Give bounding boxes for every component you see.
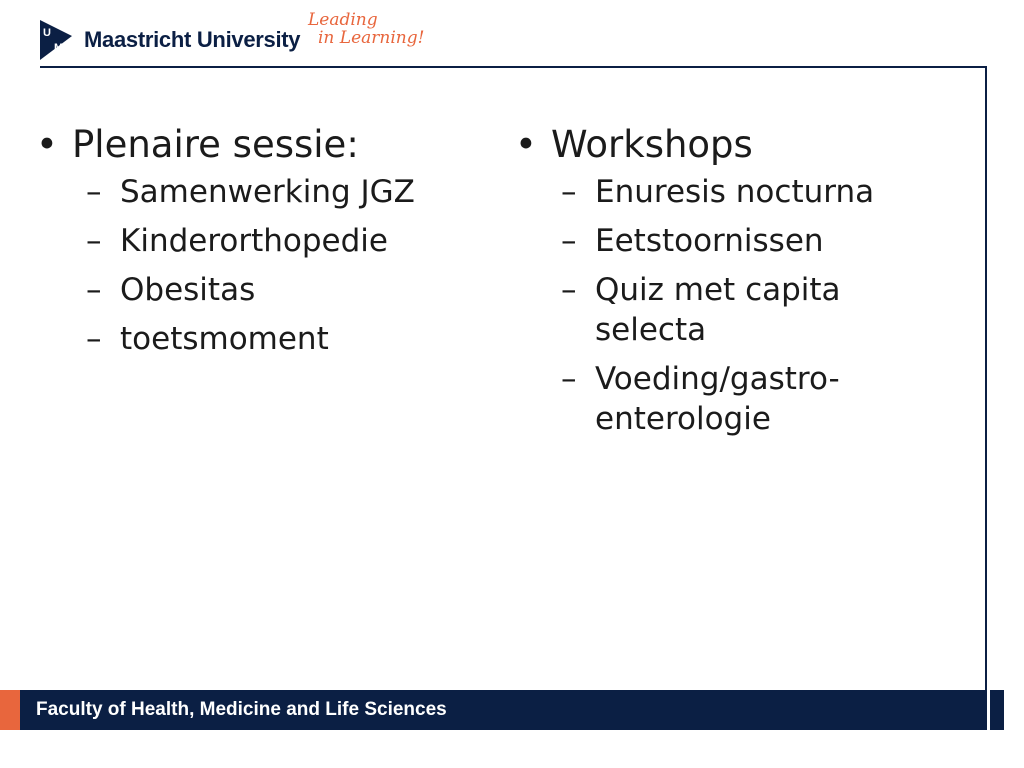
right-column xyxy=(515,122,935,448)
bullet-dot: • xyxy=(515,123,537,166)
left-column xyxy=(36,122,476,368)
bullet-plenary xyxy=(36,122,476,168)
bullet-dot: • xyxy=(36,123,58,166)
list-item: – Kinderorthopedie xyxy=(86,223,388,259)
list-item: – Obesitas xyxy=(86,272,256,308)
header-divider xyxy=(40,66,986,68)
svg-text:U: U xyxy=(43,27,51,39)
um-logo-icon xyxy=(40,20,72,60)
university-name: Maastricht University xyxy=(84,27,301,52)
svg-text:M: M xyxy=(54,42,64,54)
bullet-heading: Plenaire sessie: xyxy=(72,123,359,166)
bullet-heading: Workshops xyxy=(551,123,753,166)
list-item: – toetsmoment xyxy=(86,321,329,357)
right-border xyxy=(985,66,987,730)
tagline-line1: Leading xyxy=(308,10,378,30)
list-item: – Eetstoornissen xyxy=(561,223,824,259)
list-item: – Enuresis nocturna xyxy=(561,174,875,210)
list-item: – Voeding/gastro-enterologie xyxy=(561,361,840,437)
footer-text: Faculty of Health, Medicine and Life Sciences xyxy=(36,699,447,720)
footer-accent xyxy=(0,690,20,730)
bullet-workshops xyxy=(515,122,935,168)
footer-end-block xyxy=(990,690,1004,730)
list-item: – Samenwerking JGZ xyxy=(86,174,415,210)
list-item: – Quiz met capita selecta xyxy=(561,272,841,348)
tagline-line2: in Learning! xyxy=(318,28,425,48)
footer-bar xyxy=(20,690,986,730)
